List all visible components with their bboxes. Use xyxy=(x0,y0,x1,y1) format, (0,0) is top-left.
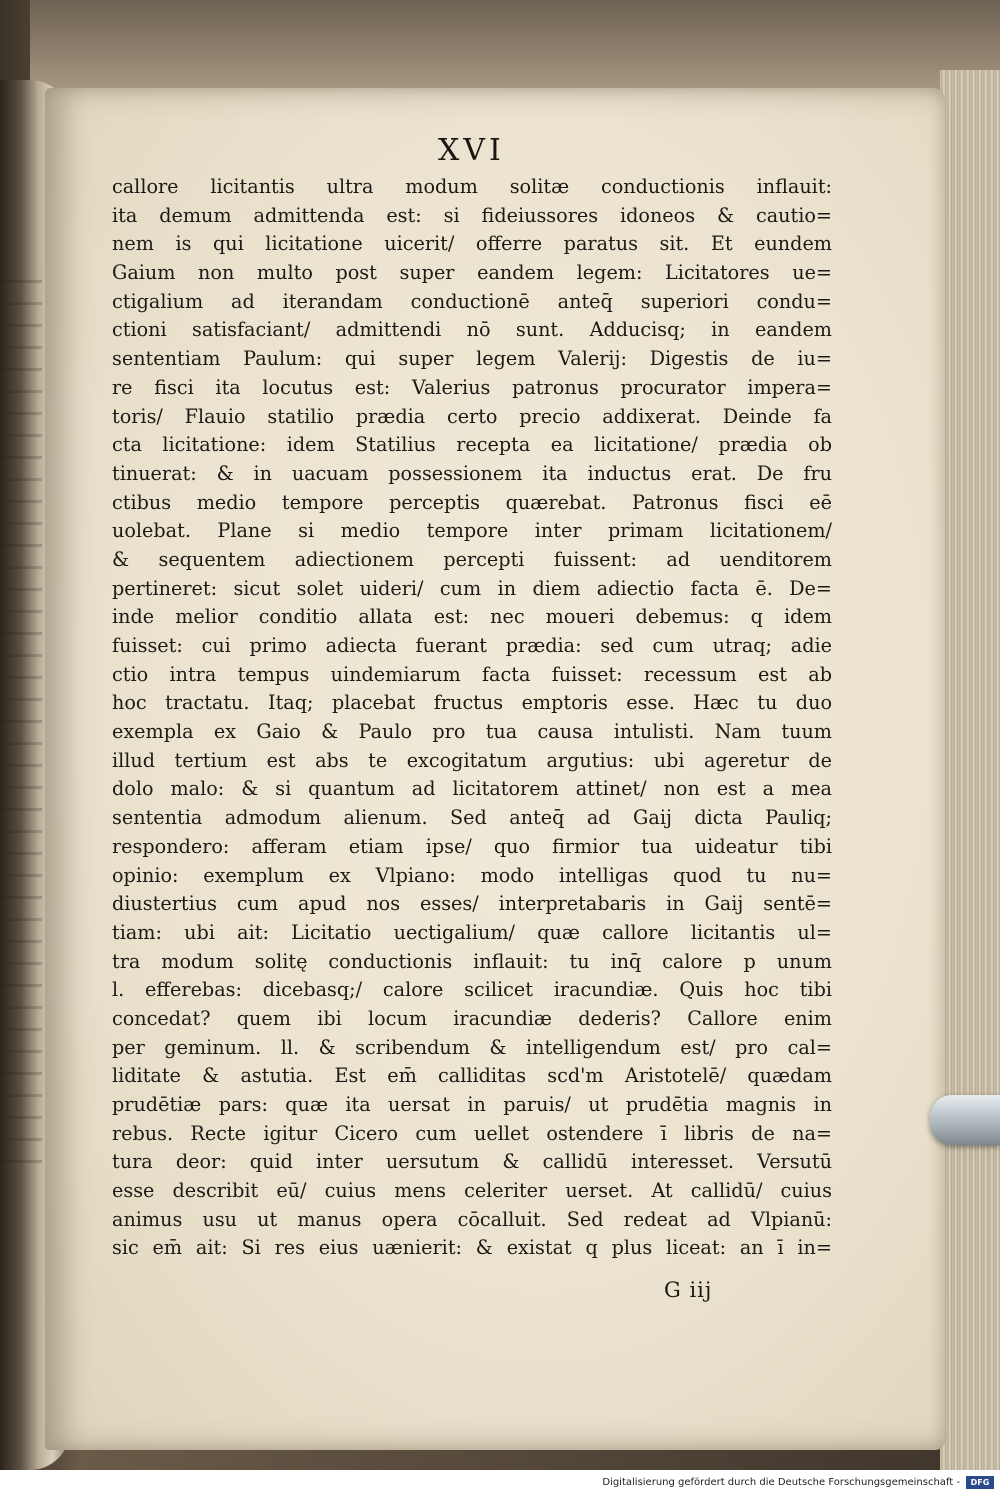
text-line: tiam: ubi ait: Licitatio uectigalium/ quæ callore licitantis ul= xyxy=(112,920,832,944)
text-line: rebus. Recte igitur Cicero cum uellet ostendere ī libris de na= xyxy=(112,1121,832,1145)
left-page-text-bleed xyxy=(2,280,42,1180)
text-line: re fisci ita locutus est: Valerius patronus procurator impera= xyxy=(112,375,832,399)
text-line: tra modum solitę conductionis inflauit: tu inq̄ calore p unum xyxy=(112,949,832,973)
text-line: ctibus medio tempore perceptis quærebat. Patronus fisci eē xyxy=(112,490,832,514)
book-top-edge xyxy=(30,0,1000,95)
page-clip xyxy=(930,1095,1000,1145)
text-line: Gaium non multo post super eandem legem: Licitatores ue= xyxy=(112,261,832,285)
text-line: prudētiæ pars: quæ ita uersat in paruis/ ut prudētia magnis in xyxy=(112,1093,832,1116)
text-line: sic em̄ ait: Si res eius uænierit: & existat q plus liceat: an ī in= xyxy=(112,1236,832,1260)
text-line: ita demum admittenda est: si fideiussores idoneos & cautio= xyxy=(112,203,832,227)
text-line: ctigalium ad iterandam conductionē anteq̄ superiori condu= xyxy=(112,289,832,313)
text-line: sententia admodum alienum. Sed anteq̄ ad Gaij dicta Pauliq; xyxy=(112,806,832,830)
text-line: callore licitantis ultra modum solitæ conductionis inflauit: xyxy=(112,175,832,198)
text-line: ctio intra tempus uindemiarum facta fuisset: recessum est ab xyxy=(112,662,832,686)
text-line: tinuerat: & in uacuam possessionem ita inductus erat. De fru xyxy=(112,461,832,485)
text-line: & sequentem adiectionem percepti fuissent: ad uenditorem xyxy=(112,547,832,571)
signature-mark: G iij xyxy=(664,1278,713,1302)
text-line: diustertius cum apud nos esses/ interpretabaris in Gaij sentē= xyxy=(112,892,832,916)
text-line: l. efferebas: dicebasq;/ calore scilicet iracundiæ. Quis hoc tibi xyxy=(112,978,832,1002)
text-line: liditate & astutia. Est em̄ calliditas scd'm Aristotelē/ quædam xyxy=(112,1064,832,1088)
text-line: nem is qui licitatione uicerit/ offerre paratus sit. Et eundem xyxy=(112,232,832,256)
dfg-logo: DFG xyxy=(966,1476,994,1489)
text-line: uolebat. Plane si medio tempore inter primam licitationem/ xyxy=(112,519,832,543)
text-line: sententiam Paulum: qui super legem Valerij: Digestis de iu= xyxy=(112,347,832,371)
text-line: respondero: afferam etiam ipse/ quo firmior tua uideatur tibi xyxy=(112,834,832,858)
text-line: pertineret: sicut solet uideri/ cum in diem adiectio facta ē. De= xyxy=(112,576,832,600)
page-text xyxy=(112,173,832,1263)
text-line: per geminum. ll. & scribendum & intelligendum est/ pro cal= xyxy=(112,1035,832,1059)
text-line: toris/ Flauio statilio prædia certo precio addixerat. Deinde fa xyxy=(112,404,832,428)
page-edges xyxy=(940,70,1000,1470)
text-line: illud tertium est abs te excogitatum argutius: ubi ageretur de xyxy=(112,748,832,772)
text-line: concedat? quem ibi locum iracundiæ dederis? Callore enim xyxy=(112,1006,832,1030)
text-line: fuisset: cui primo adiecta fuerant prædia: sed cum utraq; adie xyxy=(112,634,832,657)
text-line: esse describit eū/ cuius mens celeriter uerset. At callidū/ cuius xyxy=(112,1179,832,1203)
text-line: cta licitatione: idem Statilius recepta ea licitatione/ prædia ob xyxy=(112,433,832,457)
text-line: opinio: exemplum ex Vlpiano: modo intelligas quod tu nu= xyxy=(112,863,832,887)
running-head: XVI xyxy=(438,133,505,168)
text-line: tura deor: quid inter uersutum & callidū interesset. Versutū xyxy=(112,1150,832,1174)
text-line: inde melior conditio allata est: nec moueri debemus: q idem xyxy=(112,605,832,629)
text-line: dolo malo: & si quantum ad licitatorem attinet/ non est a mea xyxy=(112,777,832,801)
text-line: exempla ex Gaio & Paulo pro tua causa intulisti. Nam tuum xyxy=(112,720,832,744)
text-line: ctioni satisfaciant/ admittendi nō sunt. Adducisq; in eandem xyxy=(112,318,832,342)
text-line: animus usu ut manus opera cōcalluit. Sed redeat ad Vlpianū: xyxy=(112,1207,832,1231)
footer-credit: Digitalisierung gefördert durch die Deutsche Forschungsgemeinschaft - xyxy=(602,1477,960,1488)
text-line: hoc tractatu. Itaq; placebat fructus emptoris esse. Hæc tu duo xyxy=(112,691,832,715)
